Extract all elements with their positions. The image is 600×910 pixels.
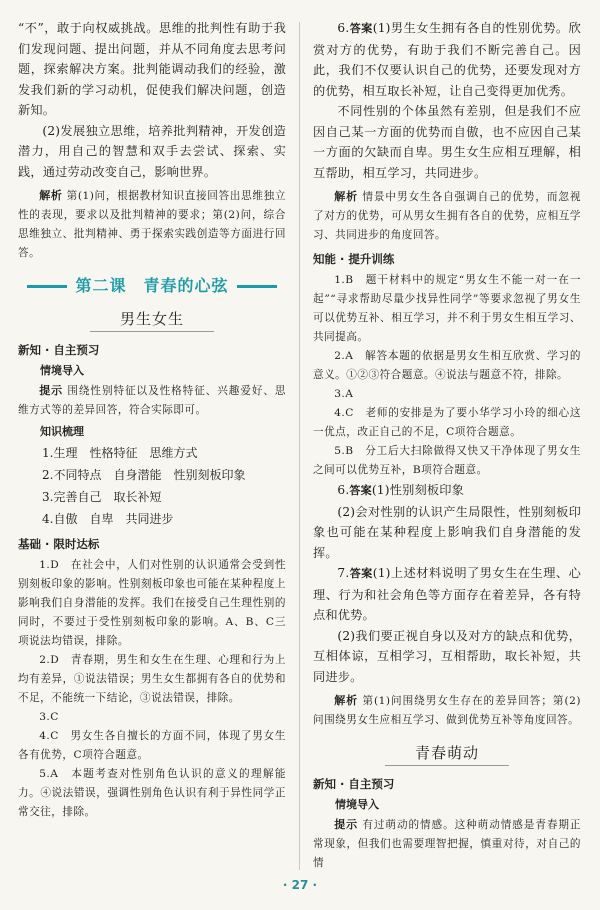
skill-answer-5-number: 5. [334,445,346,457]
explanation-6-label: 解析 [334,190,359,203]
answer-1-text: D 在社会中，人们对性别的认识通常会受到性别刻板印象的影响。性别刻板印象也可能在某种程度上影响我们自身潜能的发挥。我们在接受自己生理性别的同时，不要过于受性别刻板印象的影响。A、B、C三项说法均错误，排除。 [18,559,286,647]
explanation-label: 解析 [39,189,63,202]
skill-answer-5-text: B 分工后大扫除做得又快又干净体现了男女生之间可以优势互补，B项符合题意。 [313,445,581,476]
knowledge-item-2: 2.不同特点 自身潜能 性别刻板印象 [42,468,246,482]
explanation-7 [313,691,581,730]
chapter-bar-left [27,285,67,288]
knowledge-item-4: 4.自傲 自卑 共同进步 [42,512,174,526]
section-heading-basic: 基础 · 限时达标 [18,537,100,551]
skill-answer-7-number: 7. [337,566,350,580]
hint-label: 提示 [39,384,64,397]
chapter-bar-right [237,285,277,288]
answer-6-number: 6. [337,21,350,35]
intro-paragraph-1: “不”，敢于向权威挑战。思维的批判性有助于我们发现问题、提出问题，并从不同角度去思考问题，探索解决方案。批判能调动我们的经验，激发我们新的学习动机，促使我们解决问题，创造新知。 [18,21,286,117]
section-heading-skills: 知能 · 提升训练 [313,252,395,266]
answer-2 [18,651,286,708]
explanation-6 [313,187,581,245]
explanation-block [18,186,286,263]
skill-answer-7-text: (1)上述材料说明了男女生在生理、心理、行为和社会角色等方面存在着差异，各有特点和优势。 [313,566,581,622]
answer-5-number: 5. [39,768,51,780]
answer-2-number: 2. [39,654,51,666]
section-heading-preview: 新知 · 自主预习 [18,343,100,357]
section-heading-preview-2: 新知 · 自主预习 [313,777,395,791]
sub-heading-knowledge: 知识梳理 [40,425,84,438]
answer-5 [18,765,286,822]
skill-answer-4-number: 4. [334,407,346,419]
lesson-title-2-text: 青春萌动 [385,742,509,766]
chapter-title-text: 第二课 青春的心弦 [75,276,229,295]
page-number: · 27 · [282,878,318,892]
answer-4-text: C 男女生各自擅长的方面不同，体现了男女生各有优势，C项符合题意。 [18,730,286,761]
skill-answer-6 [313,480,581,502]
skill-answer-7 [313,563,581,626]
hint-block-2 [313,815,581,873]
explanation-text: 第(1)问，根据教材知识直接回答出思维独立性的表现，要求以及批判精神的要求；第(2)问，综合思维独立、批判精神、勇于探索实践创造等方面进行回答。 [18,190,286,259]
answer-6-part-2: 不同性别的个体虽然有差别，但是我们不应因自己某一方面的优势而自傲，也不应因自己某一方面的欠缺而自卑。男生女生应相互理解，相互帮助，相互学习，共同进步。 [313,104,581,180]
column-divider [299,22,300,870]
explanation-6-text: 情景中男女生各自强调自己的优势，而忽视了对方的优势，可从男女生拥有各自的优势，应相互学习、共同进步的角度回答。 [313,191,582,241]
hint-text: 围绕性别特征以及性格特征、兴趣爱好、思维方式等的差异回答，符合实际即可。 [18,385,287,416]
sub-heading-scenario-2: 情境导入 [335,798,379,811]
answer-6-label: 答案 [349,22,373,35]
skill-answer-4-text: C 老师的安排是为了要小华学习小玲的细心这一优点，改正自己的不足，C项符合题意。 [313,407,581,438]
answer-6 [313,18,581,101]
answer-2-text: D 青春期，男生和女生在生理、心理和行为上均有差异，①说法错误；男生女生都拥有各自的优势和不足，不能统一下结论，③说法错误，排除。 [18,654,286,704]
skill-answer-7-part-2: (2)我们要正视自身以及对方的缺点和优势，互相体谅，互相学习，互相帮助，取长补短，共同进步。 [313,628,581,684]
answer-1 [18,556,286,651]
chapter-title [18,273,286,296]
skill-answer-1-text: B 题干材料中的规定“男女生不能一对一在一起”“寻求帮助尽量少找异性同学”等要求忽视了男女生可以优势互补、相互学习，并不利于男女生相互学习、共同提高。 [313,274,581,343]
explanation-7-label: 解析 [334,694,359,707]
skill-answer-6-label: 答案 [349,484,372,497]
skill-answer-1-number: 1. [334,274,346,286]
lesson-title-2 [313,742,581,766]
answer-6-text: (1)男生女生拥有各自的性别优势。欣赏对方的优势，有助于我们不断完善自己。因此，我们不仅要认识自己的优势，还要发现对方的优势，相互取长补短，让自己变得更加优秀。 [313,21,581,98]
hint-label-2: 提示 [334,818,359,831]
skill-answer-6-text: (1)性别刻板印象 [371,483,465,497]
knowledge-item-3: 3.完善自己 取长补短 [42,490,162,504]
skill-answer-4 [313,404,581,442]
knowledge-item-1: 1.生理 性格特征 思维方式 [42,446,198,460]
skill-answer-2 [313,347,581,385]
skill-answer-5 [313,442,581,480]
answer-4 [18,727,286,765]
explanation-7-text: 第(1)问围绕男女生存在的差异回答；第(2)问围绕男女生应相互学习、做到优势互补等角度回答。 [313,695,582,726]
skill-answer-2-text: A 解答本题的依据是男女生相互欣赏、学习的意义。①②③符合题意。④说法与题意不符，排除。 [313,350,581,381]
left-column [18,18,286,822]
skill-answer-1 [313,271,581,347]
answer-1-number: 1. [39,559,51,571]
answer-5-text: A 本题考查对性别角色认识的意义的理解能力。④说法错误，强调性别角色认识有利于异性同学正常交往，排除。 [18,768,286,818]
right-column [313,18,581,873]
intro-paragraph-2: (2)发展独立思维，培养批判精神，开发创造潜力，用自己的智慧和双手去尝试、探索、实践，通过劳动改变自己，影响世界。 [18,123,286,179]
hint-text-2: 有过萌动的情感。这种萌动情感是青春期正常现象，但我们也需要理智把握，慎重对待，对自己的情 [313,819,582,869]
skill-answer-6-part-2: (2)会对性别的认识产生局限性，性别刻板印象也可能在某种程度上影响我们自身潜能的发挥。 [313,504,581,560]
sub-heading-scenario: 情境导入 [40,364,84,377]
skill-answer-2-number: 2. [334,350,346,362]
hint-block [18,381,286,420]
skill-answer-7-label: 答案 [349,567,373,580]
skill-answer-3: 3.A [334,388,354,400]
lesson-title-text: 男生女生 [90,308,214,332]
lesson-title [18,308,286,332]
answer-4-number: 4. [39,730,51,742]
skill-answer-6-number: 6. [337,483,350,497]
answer-3: 3.C [39,711,59,723]
